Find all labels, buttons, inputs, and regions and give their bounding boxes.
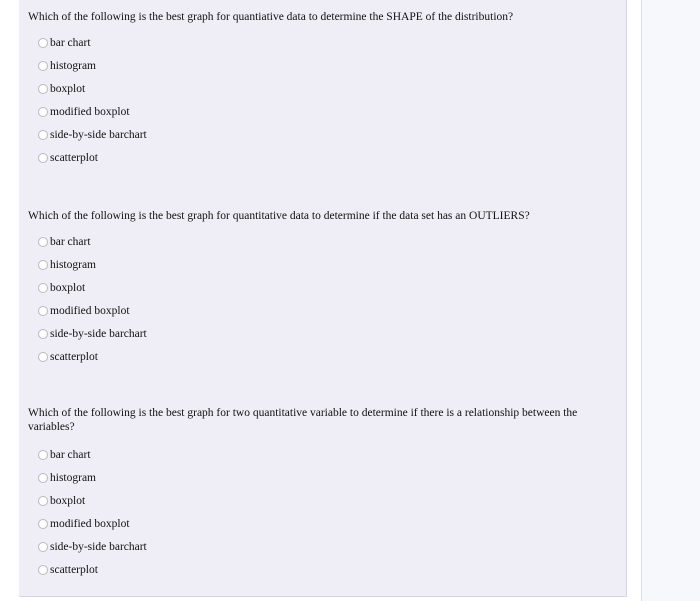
- option-label: scatterplot: [50, 152, 98, 164]
- radio-button[interactable]: [38, 565, 48, 575]
- question-3-option-boxplot[interactable]: [38, 493, 85, 509]
- radio-button[interactable]: [38, 473, 48, 483]
- option-label: modified boxplot: [50, 106, 130, 118]
- option-label: scatterplot: [50, 564, 98, 576]
- question-1-option-modified-boxplot[interactable]: [38, 104, 130, 120]
- option-label: scatterplot: [50, 351, 98, 363]
- question-3-option-bar-chart[interactable]: [38, 447, 91, 463]
- question-3-option-scatterplot[interactable]: [38, 562, 98, 578]
- radio-button[interactable]: [38, 283, 48, 293]
- question-2-text: Which of the following is the best graph for quantitative data to determine if the data set has an OUTLIERS?: [28, 210, 530, 222]
- option-label: histogram: [50, 259, 96, 271]
- radio-button[interactable]: [38, 306, 48, 316]
- radio-button[interactable]: [38, 153, 48, 163]
- radio-button[interactable]: [38, 237, 48, 247]
- radio-button[interactable]: [38, 84, 48, 94]
- radio-button[interactable]: [38, 107, 48, 117]
- question-1-option-boxplot[interactable]: [38, 81, 85, 97]
- option-label: side-by-side barchart: [50, 328, 147, 340]
- question-2: [28, 209, 618, 223]
- option-label: modified boxplot: [50, 518, 130, 530]
- question-1-option-bar-chart[interactable]: [38, 35, 91, 51]
- option-label: histogram: [50, 472, 96, 484]
- question-1: [28, 10, 618, 24]
- option-label: bar chart: [50, 449, 91, 461]
- option-label: bar chart: [50, 37, 91, 49]
- option-label: bar chart: [50, 236, 91, 248]
- radio-button[interactable]: [38, 519, 48, 529]
- questions-panel: [19, 0, 627, 597]
- question-2-option-bar-chart[interactable]: [38, 234, 91, 250]
- radio-button[interactable]: [38, 542, 48, 552]
- radio-button[interactable]: [38, 450, 48, 460]
- question-2-option-histogram[interactable]: [38, 257, 96, 273]
- right-side-panel: [641, 0, 700, 601]
- question-2-option-boxplot[interactable]: [38, 280, 85, 296]
- question-3-option-histogram[interactable]: [38, 470, 96, 486]
- question-2-option-modified-boxplot[interactable]: [38, 303, 130, 319]
- question-1-text: Which of the following is the best graph for quantiative data to determine the SHAPE of the distribution?: [28, 11, 514, 23]
- radio-button[interactable]: [38, 329, 48, 339]
- question-2-option-scatterplot[interactable]: [38, 349, 98, 365]
- option-label: side-by-side barchart: [50, 129, 147, 141]
- radio-button[interactable]: [38, 38, 48, 48]
- radio-button[interactable]: [38, 61, 48, 71]
- radio-button[interactable]: [38, 496, 48, 506]
- question-3-option-modified-boxplot[interactable]: [38, 516, 130, 532]
- radio-button[interactable]: [38, 352, 48, 362]
- option-label: histogram: [50, 60, 96, 72]
- question-3-text: Which of the following is the best graph for two quantitative variable to determine if there is a relationship between the variables?: [28, 407, 578, 433]
- question-1-option-scatterplot[interactable]: [38, 150, 98, 166]
- option-label: boxplot: [50, 495, 86, 507]
- option-label: boxplot: [50, 83, 86, 95]
- option-label: modified boxplot: [50, 305, 130, 317]
- question-1-option-histogram[interactable]: [38, 58, 96, 74]
- radio-button[interactable]: [38, 130, 48, 140]
- question-3-option-side-by-side-barchart[interactable]: [38, 539, 147, 555]
- option-label: side-by-side barchart: [50, 541, 147, 553]
- question-3: [28, 406, 618, 434]
- question-1-option-side-by-side-barchart[interactable]: [38, 127, 147, 143]
- option-label: boxplot: [50, 282, 86, 294]
- question-2-option-side-by-side-barchart[interactable]: [38, 326, 147, 342]
- radio-button[interactable]: [38, 260, 48, 270]
